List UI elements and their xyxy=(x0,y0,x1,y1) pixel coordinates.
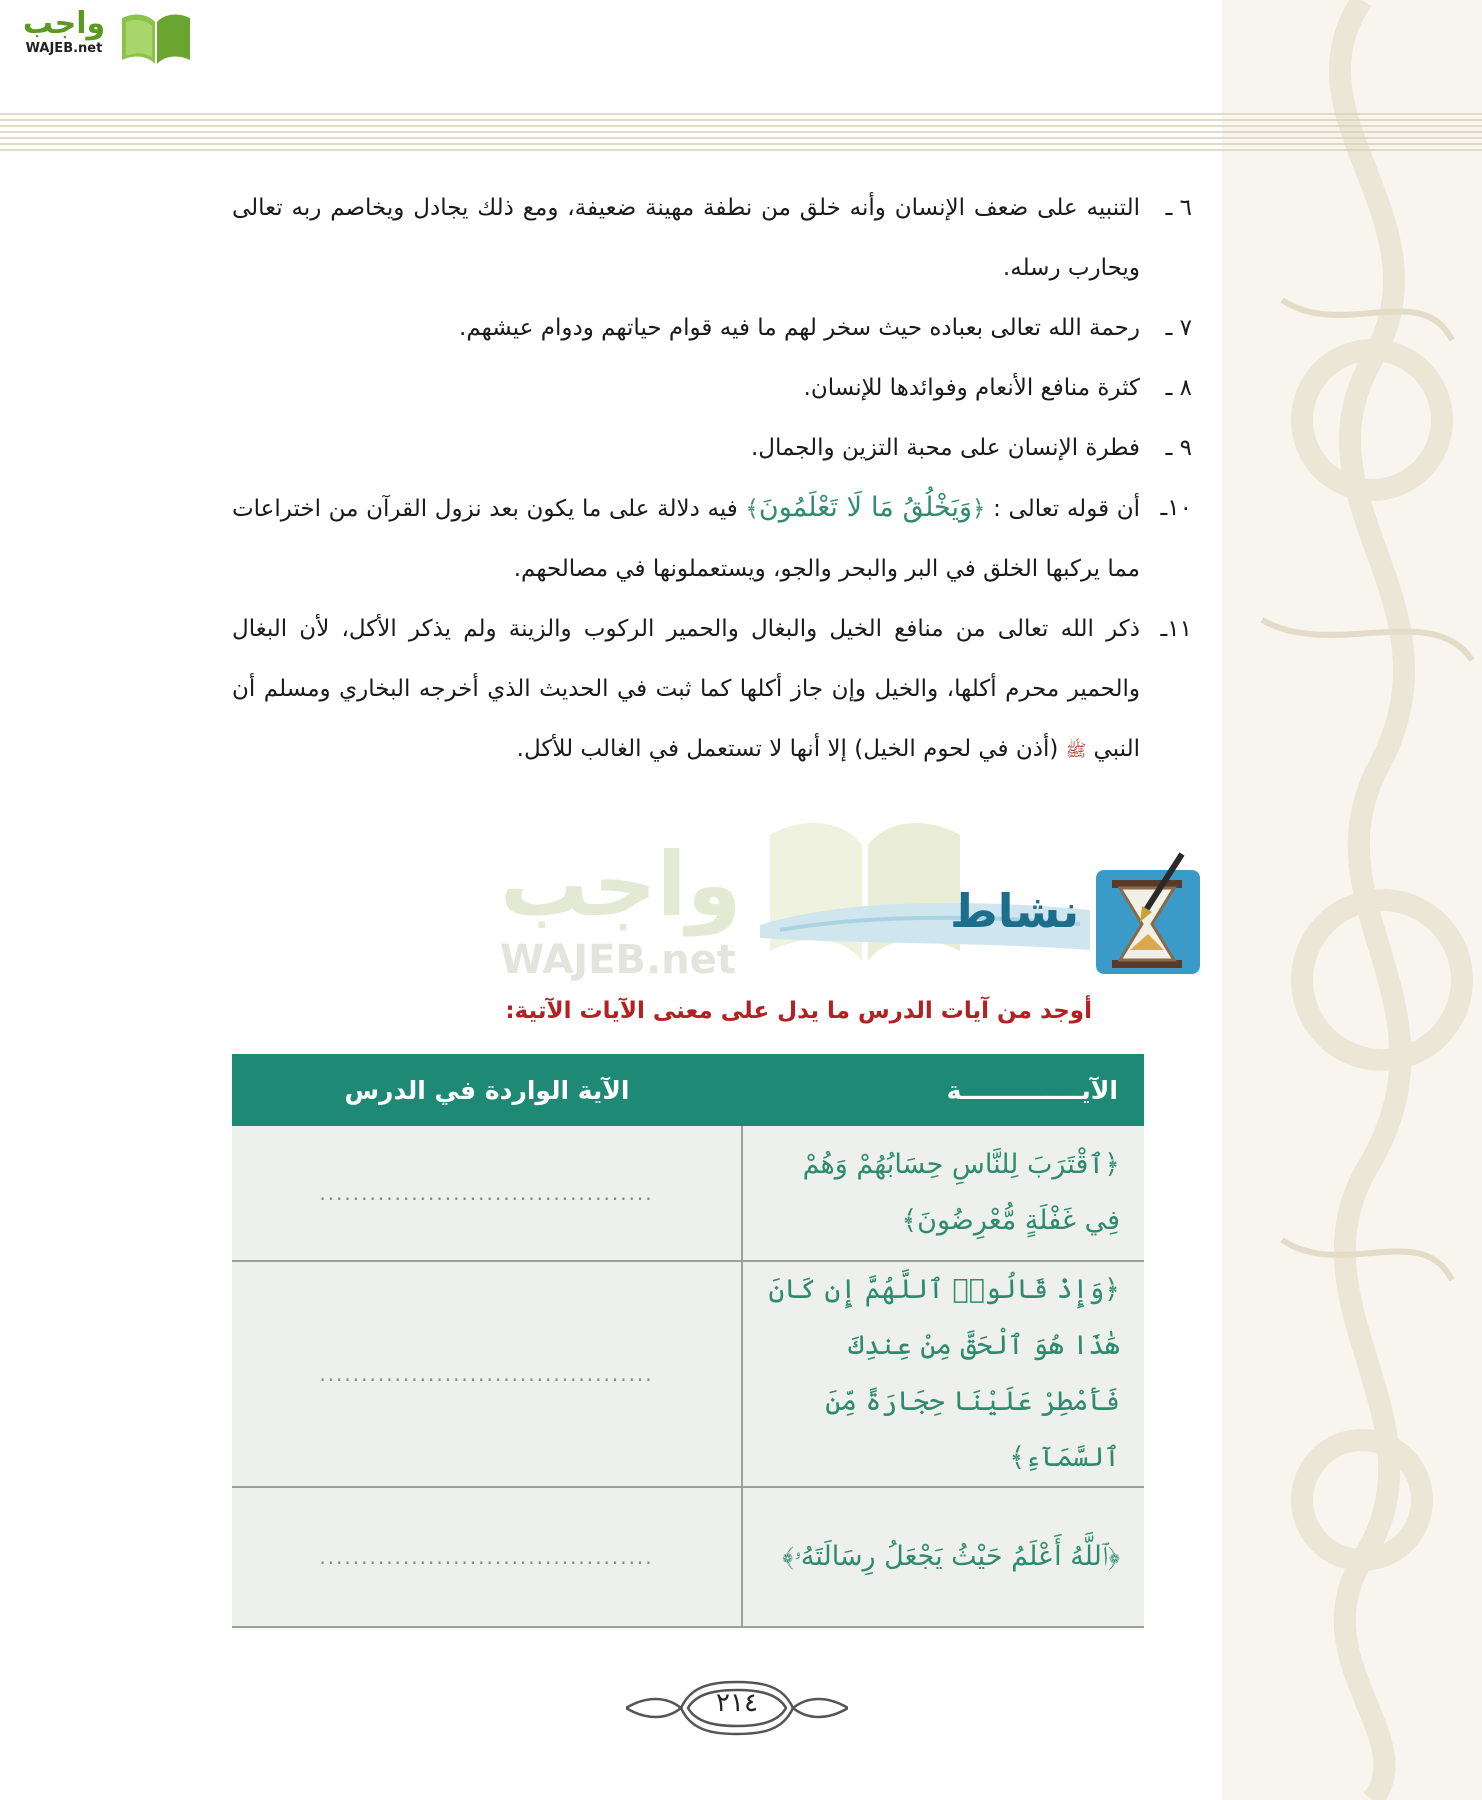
wajeb-logo[interactable] xyxy=(14,6,194,68)
list-item xyxy=(232,358,1192,418)
activity-label: نشاط xyxy=(950,884,1080,938)
item-text: رحمة الله تعالى بعباده حيث سخر لهم ما فيه قوام حياتهم ودوام عيشهم. xyxy=(459,315,1140,341)
item-number: ١٠ـ xyxy=(1160,495,1192,521)
list-item xyxy=(232,418,1192,478)
item-number: ٩ ـ xyxy=(1165,435,1192,461)
table-row xyxy=(232,1261,1144,1487)
list-item xyxy=(232,599,1192,781)
quran-bracket-close: ﴾ xyxy=(745,496,759,522)
page-number-ornament xyxy=(626,1676,848,1740)
item-text xyxy=(232,599,1140,781)
book-icon xyxy=(118,8,194,66)
wajeb-watermark xyxy=(490,805,790,983)
page-number: ٢١٤ xyxy=(716,1688,758,1718)
hourglass-icon xyxy=(1082,850,1208,980)
item-text-pre: أن قوله تعالى : xyxy=(993,496,1140,522)
list-item xyxy=(232,478,1192,599)
item-number: ٧ ـ xyxy=(1165,315,1192,341)
ayah-cell: ﴿وَإِذْ قَالُوا۟ ٱللَّهُمَّ إِن كَانَ هَٰذَا هُوَ ٱلْحَقَّ مِنْ عِندِكَ فَأَمْطِرْ عَلَيْنَا حِجَارَةً مِّنَ ٱلسَّمَآءِ﴾ xyxy=(742,1261,1144,1487)
item-text-post: (أذن في لحوم الخيل) إلا أنها لا تستعمل في الغالب للأكل. xyxy=(516,736,1059,762)
item-text: التنبيه على ضعف الإنسان وأنه خلق من نطفة مهينة ضعيفة، ومع ذلك يجادل ويخاصم ربه تعالى ويحارب رسله. xyxy=(232,195,1140,281)
item-text: فطرة الإنسان على محبة التزين والجمال. xyxy=(750,435,1140,461)
activity-instruction: أوجد من آيات الدرس ما يدل على معنى الآيات الآتية: xyxy=(505,998,1092,1024)
activity-table xyxy=(232,1054,1144,1628)
ayah-cell: ﴿ٱللَّهُ أَعْلَمُ حَيْثُ يَجْعَلُ رِسَالَتَهُۥ﴾ xyxy=(742,1487,1144,1627)
quran-ayah: وَيَخْلُقُ مَا لَا تَعْلَمُونَ xyxy=(758,492,973,523)
watermark-arabic: واجب xyxy=(500,833,742,936)
logo-latin-text: WAJEB.net xyxy=(25,41,103,56)
answer-field[interactable]: ........................................ xyxy=(232,1261,742,1487)
lesson-points-list xyxy=(232,178,1192,781)
header-rule-lines xyxy=(0,112,1482,152)
item-text xyxy=(232,478,1140,599)
logo-arabic-text: واجب xyxy=(22,6,106,41)
salawat-glyph: ﷺ xyxy=(1065,741,1087,761)
watermark-latin: WAJEB.net xyxy=(500,937,736,983)
answer-field[interactable]: ........................................ xyxy=(232,1126,742,1261)
item-number: ٨ ـ xyxy=(1165,375,1192,401)
table-row xyxy=(232,1487,1144,1627)
quran-bracket-open: ﴿ xyxy=(972,496,986,522)
header-ayah: الآيــــــــــــــة xyxy=(742,1054,1144,1126)
header-lesson-ayah: الآية الواردة في الدرس xyxy=(232,1054,742,1126)
item-text: كثرة منافع الأنعام وفوائدها للإنسان. xyxy=(803,375,1140,401)
item-text-pre: ذكر الله تعالى من منافع الخيل والبغال والحمير الركوب والزينة ولم يذكر الأكل، لأن البغال والحمير محرم أكلها، والخيل وإن جاز أكلها كما ثبت في الحديث الذي أخرجه البخاري ومسلم أن النبي xyxy=(232,616,1140,762)
item-number: ١١ـ xyxy=(1160,616,1192,642)
table-row xyxy=(232,1126,1144,1261)
item-number: ٦ ـ xyxy=(1165,195,1192,221)
list-item xyxy=(232,178,1192,298)
answer-field[interactable]: ........................................ xyxy=(232,1487,742,1627)
item-text-post: فيه دلالة على ما يكون بعد نزول القرآن من اختراعات مما يركبها الخلق في البر والبحر والجو، ويستعملونها في مصالحهم. xyxy=(232,496,1140,582)
decorative-side-ornament xyxy=(1222,0,1482,1800)
ayah-cell: ﴿ٱقْتَرَبَ لِلنَّاسِ حِسَابُهُمْ وَهُمْ فِي غَفْلَةٍ مُّعْرِضُونَ﴾ xyxy=(742,1126,1144,1261)
list-item xyxy=(232,298,1192,358)
